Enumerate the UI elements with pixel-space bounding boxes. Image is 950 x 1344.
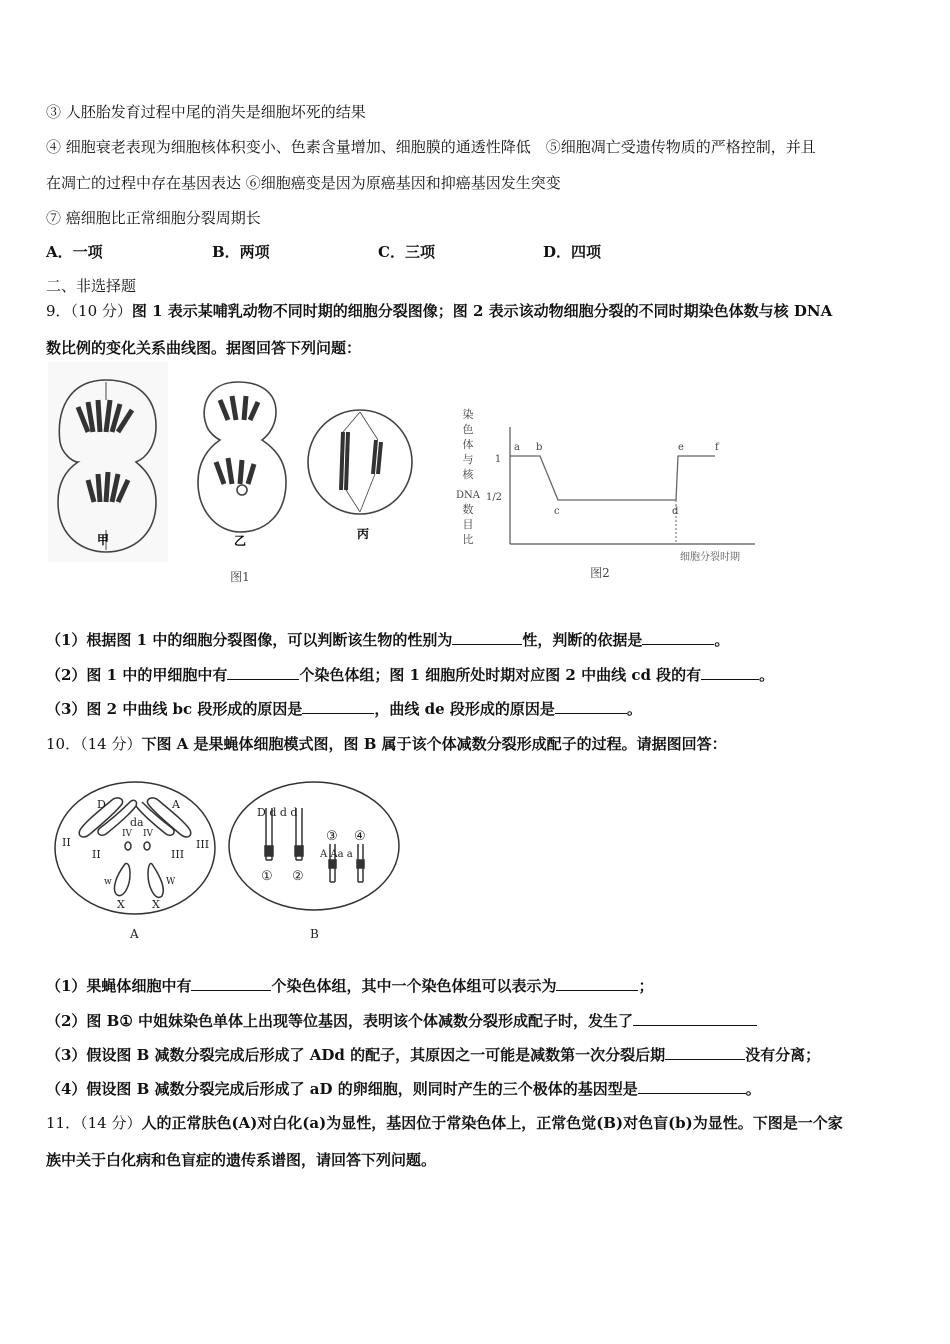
q9-stem-line1: [46, 301, 832, 321]
q10-stem: [46, 734, 727, 754]
q9-sub2-text: 个染色体组；图 1 细胞所处时期对应图 2 中曲线 cd 段的有: [299, 666, 702, 684]
label-X: X: [117, 898, 125, 911]
statement-4-5: ④ 细胞衰老表现为细胞核体积变小、色素含量增加、细胞膜的通透性降低 ⑤细胞凋亡受遗传物质的严格控制，并且: [46, 138, 816, 156]
q10-sub4: [46, 1079, 761, 1099]
answer-blank[interactable]: [633, 1011, 757, 1026]
cell-bing: [308, 410, 412, 514]
fig-b-cell: [229, 782, 399, 910]
q9-sub2-end: 。: [759, 666, 775, 684]
q9-stem-text: 图 1 表示某哺乳动物不同时期的细胞分裂图像；图 2 表示该动物细胞分裂的不同时期染色体数与核 DNA: [131, 302, 833, 320]
label-1: ①: [261, 869, 273, 884]
q10-figure: [50, 778, 410, 948]
label-Ddd: D d d d: [257, 806, 298, 819]
fig-a-cell: [55, 782, 215, 914]
ylabel-char: DNA: [456, 490, 480, 501]
point-label-d: d: [672, 506, 679, 517]
ylabel-char: 与: [462, 453, 474, 466]
fig1-caption: 图1: [230, 570, 250, 584]
label-D: D: [97, 798, 106, 811]
q9-figure-1: [48, 362, 418, 592]
fig-b-caption: B: [310, 927, 319, 941]
ylabel-char: 比: [462, 533, 474, 546]
cell-yi-label: 乙: [233, 534, 247, 548]
cell-jia-label: 甲: [96, 533, 110, 547]
ratio-line: [510, 456, 715, 500]
q9-sub2: [46, 665, 774, 685]
label-W: W: [166, 877, 176, 887]
q9-figure-2-chart: [440, 402, 770, 592]
q10-sub3-text: （3）假设图 B 减数分裂完成后形成了 ADd 的配子，其原因之一可能是减数第一次分裂后期: [46, 1046, 666, 1064]
answer-blank[interactable]: [452, 630, 522, 645]
cell-yi: [198, 382, 286, 532]
q10-sub1-end: ；: [638, 977, 654, 995]
answer-blank[interactable]: [665, 1045, 745, 1060]
fig2-caption: 图2: [590, 566, 610, 580]
label-IV: IV: [122, 829, 133, 839]
label-II: II: [62, 836, 71, 849]
q9-number: 9．（10 分）: [46, 302, 132, 320]
answer-options: [46, 242, 906, 262]
statement-5-6: 在凋亡的过程中存在基因表达 ⑥细胞癌变是因为原癌基因和抑癌基因发生突变: [46, 174, 561, 192]
x-axis-label: 细胞分裂时期: [680, 552, 740, 563]
ytick-half: 1/2: [485, 492, 503, 503]
q11-stem-text: 人的正常肤色(A)对白化(a)为显性，基因位于常染色体上，正常色觉(B)对色盲(b)为显性。下图是一个家: [141, 1114, 843, 1132]
q9-stem-line2: 数比例的变化关系曲线图。据图回答下列问题：: [46, 339, 362, 357]
point-label-b: b: [536, 442, 543, 453]
option-b[interactable]: B．两项: [212, 243, 270, 261]
ylabel-char: 数: [462, 503, 474, 516]
q11-stem-line1: [46, 1113, 843, 1133]
ylabel-char: 染: [462, 408, 474, 421]
q10-sub3-end: 没有分离；: [745, 1046, 821, 1064]
option-a[interactable]: A．一项: [46, 243, 103, 261]
label-III: III: [196, 838, 210, 851]
fig-a-labels: [62, 798, 209, 941]
label-AAaa: A Aa a: [320, 849, 353, 860]
statement-3: ③ 人胚胎发育过程中尾的消失是细胞坏死的结果: [46, 103, 366, 121]
q9-sub1: [46, 630, 729, 650]
label-da: da: [130, 816, 144, 829]
point-label-c: c: [554, 506, 560, 517]
cell-bing-label: 丙: [356, 527, 370, 541]
point-label-e: e: [678, 442, 684, 453]
q10-sub2: [46, 1011, 757, 1031]
ytick-1: 1: [494, 454, 502, 465]
q10-sub4-end: 。: [745, 1080, 761, 1098]
q10-sub1: [46, 976, 653, 996]
label-2: ②: [292, 869, 304, 884]
label-X: X: [152, 898, 160, 911]
answer-blank[interactable]: [701, 665, 759, 680]
q10-sub3: [46, 1045, 820, 1065]
label-IV: IV: [143, 829, 154, 839]
point-label-a: a: [514, 442, 520, 453]
q9-sub3-text: （3）图 2 中曲线 bc 段形成的原因是: [46, 700, 303, 718]
q9-sub1-text: 性，判断的依据是: [522, 631, 643, 649]
ylabel-char: 体: [462, 438, 474, 451]
statement-7: ⑦ 癌细胞比正常细胞分裂周期长: [46, 209, 261, 227]
option-d[interactable]: D．四项: [543, 243, 602, 261]
q9-sub2-text: （2）图 1 中的甲细胞中有: [46, 666, 228, 684]
q9-sub3-end: 。: [626, 700, 642, 718]
ylabel-char: 目: [462, 518, 474, 531]
q10-sub2-text: （2）图 B① 中姐妹染色单体上出现等位基因，表明该个体减数分裂形成配子时，发生了: [46, 1012, 634, 1030]
q10-sub1-text: （1）果蝇体细胞中有: [46, 977, 192, 995]
label-A: A: [172, 798, 180, 811]
ylabel-char: 色: [462, 423, 474, 436]
q10-stem-text: 下图 A 是果蝇体细胞模式图，图 B 属于该个体减数分裂形成配子的过程。请据图回答：: [141, 735, 727, 753]
q10-number: 10．（14 分）: [46, 735, 142, 753]
label-III: III: [171, 848, 185, 861]
option-c[interactable]: C．三项: [378, 243, 435, 261]
answer-blank[interactable]: [642, 630, 714, 645]
section-title: 二、非选择题: [46, 277, 137, 295]
answer-blank[interactable]: [302, 699, 374, 714]
label-II: II: [92, 848, 101, 861]
q9-sub1-end: 。: [714, 631, 730, 649]
q11-stem-line2: 族中关于白化病和色盲症的遗传系谱图，请回答下列问题。: [46, 1151, 437, 1169]
fig-b-labels: [257, 806, 366, 941]
label-3: ③: [326, 829, 338, 844]
q10-sub1-text: 个染色体组，其中一个染色体组可以表示为: [271, 977, 557, 995]
label-4: ④: [354, 829, 366, 844]
q9-sub3-text: ，曲线 de 段形成的原因是: [374, 700, 555, 718]
answer-blank[interactable]: [555, 699, 627, 714]
fig-a-caption: A: [130, 927, 139, 941]
answer-blank[interactable]: [556, 976, 638, 991]
answer-blank[interactable]: [638, 1079, 746, 1094]
fig2-ylabel: [456, 407, 481, 546]
answer-blank[interactable]: [191, 976, 271, 991]
point-label-f: f: [715, 442, 719, 453]
q9-sub3: [46, 699, 642, 719]
q11-number: 11．（14 分）: [46, 1114, 142, 1132]
q10-sub4-text: （4）假设图 B 减数分裂完成后形成了 aD 的卵细胞，则同时产生的三个极体的基因型是: [46, 1080, 638, 1098]
answer-blank[interactable]: [227, 665, 299, 680]
label-w: w: [104, 877, 112, 887]
ylabel-char: 核: [462, 468, 474, 481]
q9-sub1-text: （1）根据图 1 中的细胞分裂图像，可以判断该生物的性别为: [46, 631, 453, 649]
